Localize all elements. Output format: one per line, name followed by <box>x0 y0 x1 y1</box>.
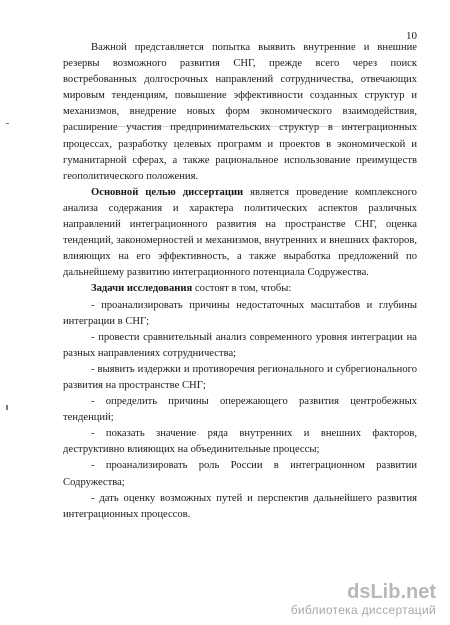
list-item: - проанализировать роль России в интеграционном развитии Содружества; <box>63 460 417 488</box>
watermark <box>291 581 436 617</box>
scan-artifact <box>6 405 8 410</box>
paragraph-reserves: Важной представляется попытка выявить внутренние и внешние резервы возможного развития СНГ, прежде всего через поиск востребованных долгосрочных направлений сотрудничества, отвечающих мировым тенденциям, повышение эффективности созданных структур и механизмов, внедрение новых форм экономического взаимодействия, расширение участия предпринимательских структур в интеграционных процессах, разработку целевых программ и проектов в экономической и гуманитарной сферах, а также рациональное использование преимуществ геополитического положения. <box>63 42 417 182</box>
tasks-label: Задачи исследования <box>91 283 193 295</box>
watermark-brand: dsLib.net <box>347 581 436 603</box>
list-item: - выявить издержки и противоречия регионального и субрегионального развития на пространстве СНГ; <box>63 363 417 391</box>
main-goal-label: Основной целью диссертации <box>91 186 244 198</box>
list-item: - определить причины опережающего развития центробежных тенденций; <box>63 396 417 424</box>
scan-artifact <box>118 126 418 127</box>
page-number: 10 <box>406 30 417 42</box>
list-item: - дать оценку возможных путей и перспектив дальнейшего развития интеграционных процессов. <box>63 492 417 520</box>
list-item: - проанализировать причины недостаточных масштабов и глубины интеграции в СНГ; <box>63 299 417 327</box>
scan-artifact <box>6 123 9 124</box>
list-item: - провести сравнительный анализ современного уровня интеграции на разных направлениях сотрудничества; <box>63 331 417 359</box>
paragraph-tasks: Задачи исследования состоят в том, чтобы: <box>91 283 292 295</box>
paragraph-main-goal: Основной целью диссертации является проведение комплексного анализа содержания и характера политических аспектов различных направлений интеграционного развития на пространстве СНГ, оценка тенденций, закономерностей и механизмов, внутренних и внешних факторов, влияющих на его эффективность, а также выработка предложений по дальнейшему развитию интеграционного потенциала Содружества. <box>63 186 417 279</box>
list-item: - показать значение ряда внутренних и внешних факторов, деструктивно влияющих на объединительные процессы; <box>63 428 417 456</box>
watermark-subtitle: библиотека диссертаций <box>290 603 436 617</box>
document-body <box>63 40 417 523</box>
